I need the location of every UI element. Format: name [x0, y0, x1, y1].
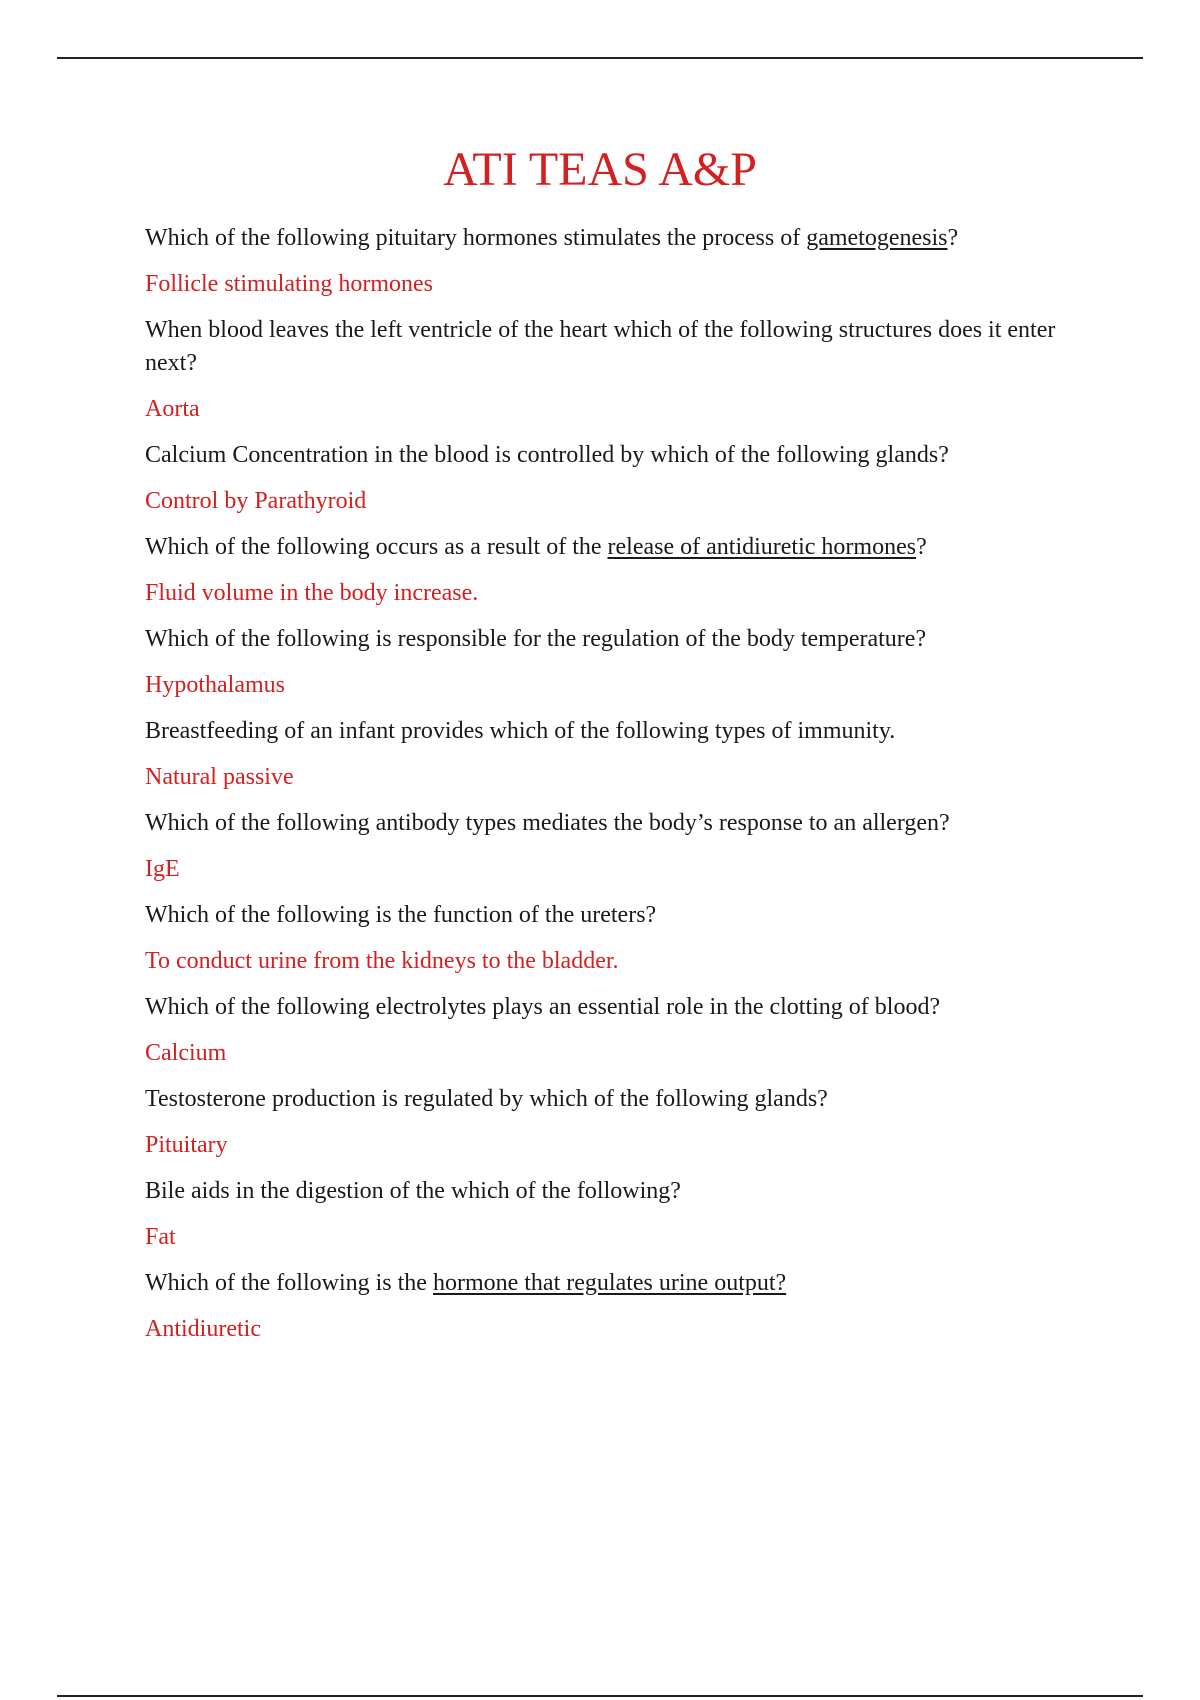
- question-9: [145, 991, 1080, 1024]
- question-12: [145, 1267, 1080, 1300]
- question-7: [145, 807, 1080, 840]
- answer-9: Calcium: [145, 1040, 227, 1066]
- qa-item-9: [145, 991, 1080, 1070]
- qa-item-11: [145, 1175, 1080, 1254]
- question-suffix: ?: [916, 534, 927, 560]
- question-6: [145, 715, 1080, 748]
- qa-list: [145, 222, 1080, 1359]
- question-text: Which of the following pituitary hormones stimulates the process of: [145, 225, 807, 251]
- qa-item-2: [145, 314, 1080, 426]
- qa-item-8: [145, 899, 1080, 978]
- qa-item-10: [145, 1083, 1080, 1162]
- answer-7: IgE: [145, 856, 180, 882]
- qa-item-3: [145, 439, 1080, 518]
- question-text: Breastfeeding of an infant provides which of the following types of immunity.: [145, 718, 896, 744]
- answer-1: Follicle stimulating hormones: [145, 271, 433, 297]
- question-4: [145, 531, 1080, 564]
- question-text: Calcium Concentration in the blood is controlled by which of the following glands?: [145, 442, 949, 468]
- answer-2: Aorta: [145, 396, 200, 422]
- qa-item-5: [145, 623, 1080, 702]
- question-10: [145, 1083, 1080, 1116]
- answer-12: Antidiuretic: [145, 1316, 261, 1342]
- question-11: [145, 1175, 1080, 1208]
- bottom-rule: [57, 1695, 1143, 1697]
- question-text: Which of the following electrolytes plays an essential role in the clotting of blood?: [145, 994, 941, 1020]
- answer-3: Control by Parathyroid: [145, 488, 367, 514]
- question-underlined: release of antidiuretic hormones: [607, 534, 917, 560]
- question-text: Which of the following is the function of the ureters?: [145, 902, 657, 928]
- question-text: Bile aids in the digestion of the which of the following?: [145, 1178, 681, 1204]
- question-text: Which of the following occurs as a result of the: [145, 534, 608, 560]
- answer-10: Pituitary: [145, 1132, 228, 1158]
- qa-item-1: [145, 222, 1080, 301]
- question-text: Which of the following is responsible for the regulation of the body temperature?: [145, 626, 927, 652]
- question-5: [145, 623, 1080, 656]
- qa-item-12: [145, 1267, 1080, 1346]
- question-3: [145, 439, 1080, 472]
- question-underlined: gametogenesis: [806, 225, 948, 251]
- answer-8: To conduct urine from the kidneys to the bladder.: [145, 948, 619, 974]
- question-suffix: ?: [947, 225, 959, 251]
- top-rule: [57, 57, 1143, 59]
- question-2: [145, 314, 1080, 380]
- answer-6: Natural passive: [145, 764, 294, 790]
- qa-item-4: [145, 531, 1080, 610]
- question-text: Testosterone production is regulated by which of the following glands?: [145, 1086, 828, 1112]
- qa-item-7: [145, 807, 1080, 886]
- question-1: [145, 222, 1080, 255]
- question-8: [145, 899, 1080, 932]
- answer-5: Hypothalamus: [145, 672, 285, 698]
- question-underlined: hormone that regulates urine output?: [432, 1270, 787, 1296]
- page-title: ATI TEAS A&P: [443, 143, 757, 196]
- answer-4: Fluid volume in the body increase.: [145, 580, 479, 606]
- question-text: Which of the following antibody types mediates the body’s response to an allergen?: [145, 810, 950, 836]
- answer-11: Fat: [145, 1224, 176, 1250]
- question-text: When blood leaves the left ventricle of the heart which of the following structures does it enter next?: [145, 317, 1056, 376]
- question-text: Which of the following is the: [145, 1270, 433, 1296]
- qa-item-6: [145, 715, 1080, 794]
